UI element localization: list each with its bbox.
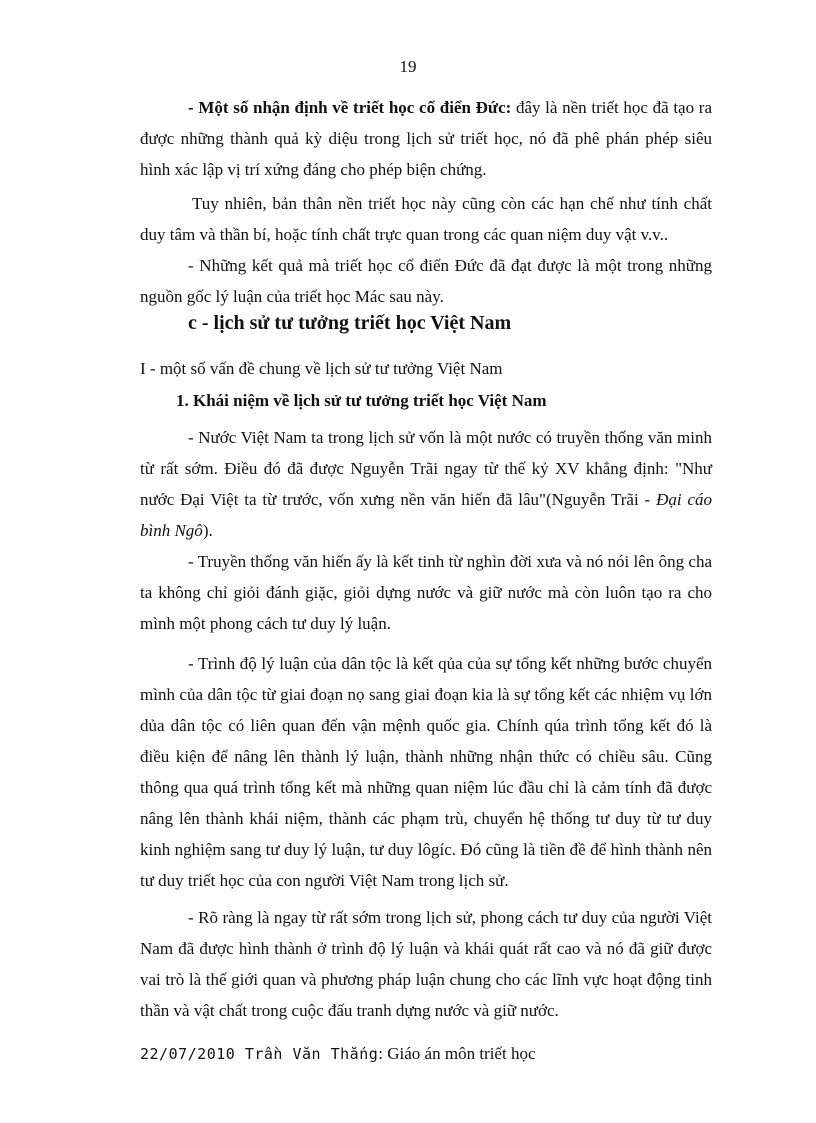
paragraph-limitations: Tuy nhiên, bản thân nền triết học này cũng còn các hạn chế như tính chất duy tâm và thần bí, hoặc tính chất trực quan trong các quan niệm duy vật v.v.. <box>140 194 712 244</box>
citation-title: Đại cáo bình Ngô <box>140 490 712 540</box>
paragraph-body: đây là nền triết học đã tạo ra được những thành quả kỳ diệu trong lịch sử triết học, nó đã phê phán phép siêu hình xác lập vị trí xứng đáng cho phép biện chứng. <box>140 98 712 179</box>
section-heading-i: I - một số vấn đề chung về lịch sử tư tưởng Việt Nam <box>140 359 503 378</box>
section-heading-c: c - lịch sử tư tưởng triết học Việt Nam <box>188 312 512 334</box>
paragraph-cultural-heritage: - Truyền thống văn hiến ấy là kết tinh từ nghìn đời xưa và nó nói lên ông cha ta không chỉ giỏi đánh giặc, giỏi dựng nước và giữ nước mà còn luôn tạo ra cho mình một phong cách tư duy lý luận. <box>140 552 712 633</box>
section-heading-1: 1. Khái niệm về lịch sử tư tưởng triết học Việt Nam <box>176 391 547 410</box>
page-number: 19 <box>399 57 417 76</box>
paragraph-classical-german-assessment <box>140 92 712 185</box>
page-footer <box>140 1044 536 1064</box>
paragraph-marx-origin: - Những kết quả mà triết học cổ điển Đức đã đạt được là một trong những nguồn gốc lý luận của triết học Mác sau này. <box>140 256 712 306</box>
footer-title: : Giáo án môn triết học <box>378 1044 536 1063</box>
footer-date-author: 22/07/2010 Trần Văn Thắng <box>140 1045 379 1063</box>
paragraph-end: ). <box>202 521 213 540</box>
paragraph-lead-bold: - Một số nhận định về triết học cổ điển Đức: <box>188 98 512 117</box>
paragraph-body: - Nước Việt Nam ta trong lịch sử vốn là một nước có truyền thống văn minh từ rất sớm. Điều đó đã được Nguyễn Trãi ngay từ thế kỷ XV khẳng định: "Như nước Đại Việt ta từ trước, vốn xưng nền văn hiến đã lâu"(Nguyễn Trãi - <box>140 428 712 509</box>
paragraph-thinking-style: - Rõ ràng là ngay từ rất sớm trong lịch sử, phong cách tư duy của người Việt Nam đã được hình thành ở trình độ lý luận và khái quát rất cao và nó đã giữ được vai trò là thế giới quan và phương pháp luận chung cho các lĩnh vực hoạt động tinh thần và vật chất trong cuộc đấu tranh dựng nước và giữ nước. <box>140 908 712 1020</box>
paragraph-civilization-tradition <box>140 422 712 546</box>
paragraph-theoretical-level: - Trình độ lý luận của dân tộc là kết qủa của sự tổng kết những bước chuyển mình của dân tộc từ giai đoạn nọ sang giai đoạn kia là sự tổng kết các nhiệm vụ lớn dủa dân tộc có liên quan đến vận mệnh quốc gia. Chính qúa trình tổng kết đó là điều kiện để nâng lên thành lý luận, thành những nhận thức có chiều sâu. Cũng thông qua quá trình tổng kết mà những quan niệm lúc đầu chỉ là cảm tính đã được nâng lên thành khái niệm, thành các phạm trù, chuyển hệ thống tư duy từ tư duy kinh nghiệm sang tư duy lý luận, tư duy lôgíc. Đó cũng là tiền đề để hình thành nên tư duy triết học của con người Việt Nam trong lịch sử. <box>140 654 712 890</box>
